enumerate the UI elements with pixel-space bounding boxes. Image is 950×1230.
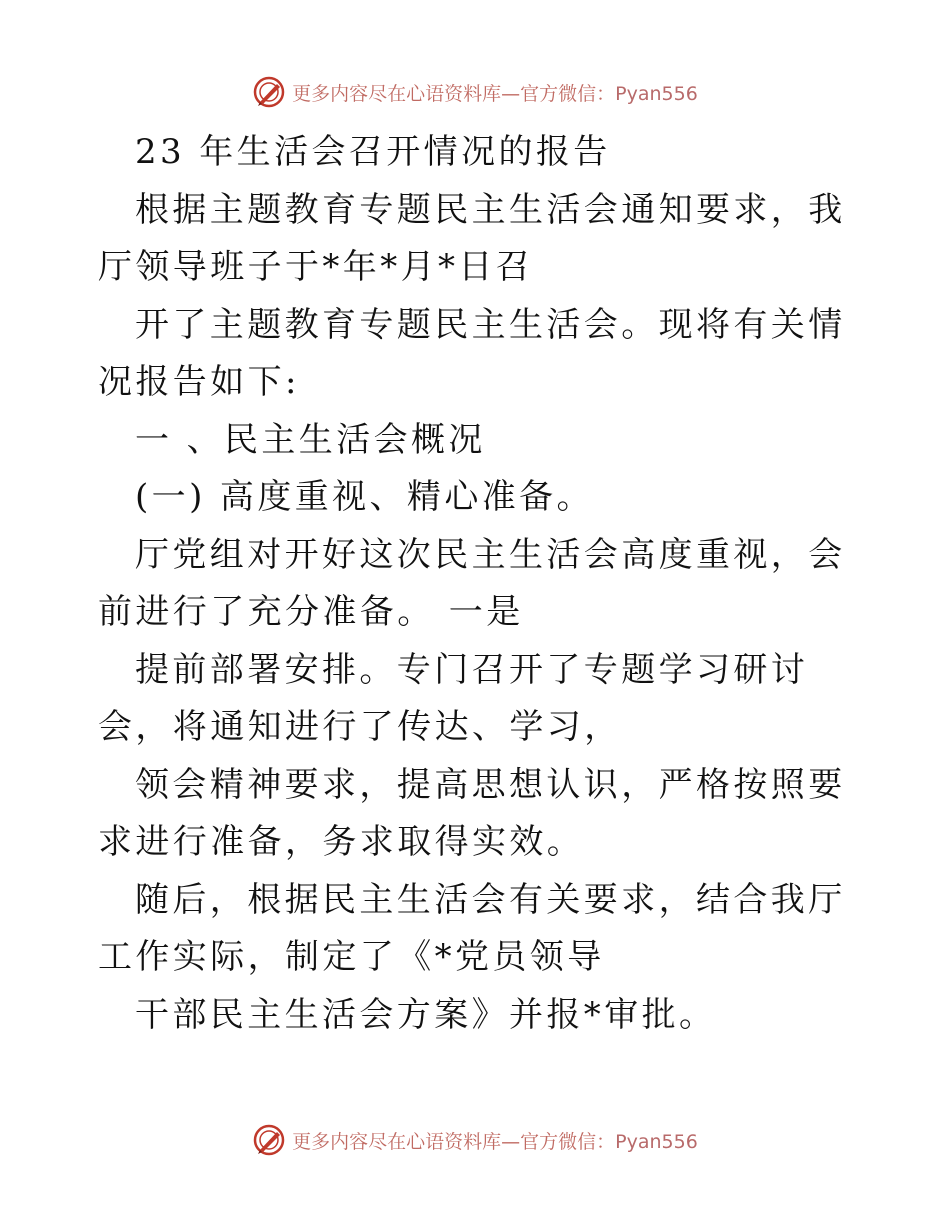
document-paragraph: 一 、民主生活会概况 xyxy=(135,419,486,460)
document-paragraph: 提前部署安排。专门召开了专题学习研讨会，将通知进行了传达、学习， xyxy=(98,649,809,747)
document-paragraph: 厅党组对开好这次民主生活会高度重视，会前进行了充分准备。 一是 xyxy=(98,534,846,632)
document-body xyxy=(98,124,858,1044)
pen-logo-icon xyxy=(252,75,286,109)
watermark-wechat-id: Pyan556 xyxy=(615,82,698,105)
document-paragraph: 随后，根据民主生活会有关要求，结合我厅工作实际，制定了《*党员领导 xyxy=(98,879,846,977)
watermark-text xyxy=(292,1127,698,1154)
document-title: 23 年生活会召开情况的报告 xyxy=(135,132,611,172)
document-paragraph: 领会精神要求，提高思想认识，严格按照要求进行准备，务求取得实效。 xyxy=(98,764,846,862)
watermark-wechat-id: Pyan556 xyxy=(615,1130,698,1153)
pen-logo-icon xyxy=(252,1123,286,1157)
watermark-footer xyxy=(0,1120,950,1160)
watermark-slogan: 更多内容尽在心语资料库—官方微信： xyxy=(292,82,616,105)
document-paragraph: 开了主题教育专题民主生活会。现将有关情况报告如下: xyxy=(98,304,846,402)
document-paragraph: 干部民主生活会方案》并报*审批。 xyxy=(135,994,717,1035)
watermark-slogan: 更多内容尽在心语资料库—官方微信： xyxy=(292,1130,616,1153)
document-paragraph: (一) 高度重视、精心准备。 xyxy=(135,477,594,517)
watermark-text xyxy=(292,79,698,106)
document-paragraph: 根据主题教育专题民主生活会通知要求，我厅领导班子于*年*月*日召 xyxy=(98,189,846,287)
watermark-header xyxy=(0,72,950,112)
